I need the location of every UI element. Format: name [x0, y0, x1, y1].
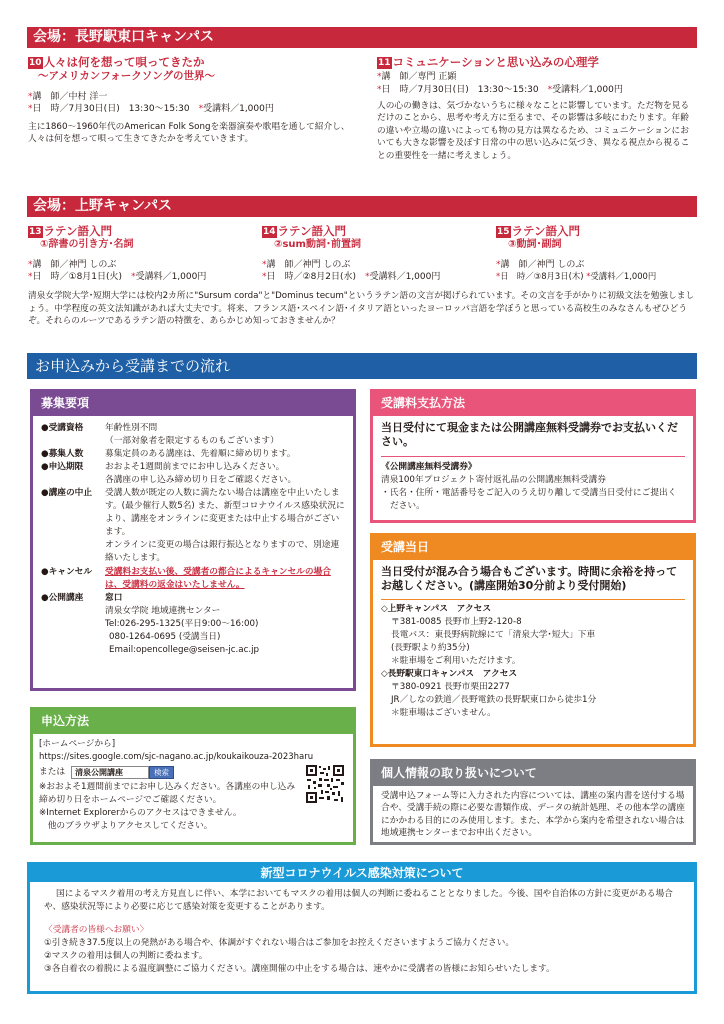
- course-13-subtitle: ①辞書の引き方･名詞: [40, 239, 134, 251]
- course-11-title: 11 コミュニケーションと思い込みの心理学: [378, 55, 599, 69]
- course-10-desc: 主に1860～1960年代のAmerican Folk Songを楽器演奏や歌唱を通して紹介し、人々は何を想って唄って生きてきたかを考えていきます。: [28, 121, 350, 145]
- covid-item: ①引き続き37.5度以上の発熱がある場合や、体調がすぐれない場合はご参加をお控えくださいますようご協力ください。: [44, 938, 515, 949]
- nagano-walk: JR／しなの鉄道／長野電鉄の長野駅東口から徒歩1分: [391, 694, 597, 705]
- course-10-lecturer: *講 師／中村 洋一: [28, 92, 108, 103]
- course-15-subtitle: ③動詞･副詞: [508, 239, 562, 251]
- course-15-lecturer: *講 師／神門 しのぶ: [496, 259, 585, 270]
- apply-note-1: ※おおよそ1週間前までにお申し込みください。各講座の申し込み締め切り日をホームページでご確認ください。: [39, 781, 296, 805]
- apply-title: 申込方法: [33, 710, 353, 734]
- recruit-contact: ●公開講座 窓口 清泉女学院 地域連携センター Tel:026-295-1325(平日9:00～16:00) 080-1264-0695 (受講当日) Email:opencollege@seisen-jc.ac.jp: [41, 592, 345, 657]
- covid-item: ③各自着衣の着脱による温度調整にご協力ください。講座開催の中止をする場合は、速やかに受講者の皆様にお知らせいたします。: [44, 964, 555, 975]
- course-10: [28, 55, 353, 146]
- ueno-time: (長野駅より約35分): [391, 642, 470, 653]
- flow-header: お申込みから受講までの流れ: [27, 353, 697, 379]
- ueno-parking: ＊駐車場をご利用いただけます。: [391, 655, 521, 666]
- covid-request-title: 〈受講者の皆様へお願い〉: [44, 925, 149, 936]
- course-10-date: *日 時／7月30日(日) 13:30～15:30 *受講料／1,000円: [28, 104, 274, 115]
- course-15-title: 15 ラテン語入門: [497, 224, 580, 238]
- course-11: [377, 55, 697, 163]
- contact-tel[interactable]: Tel:026-295-1325(平日9:00～16:00): [105, 618, 259, 629]
- recruit-row: ●募集人数 募集定員のある講座は、先着順に締め切ります。: [41, 449, 296, 460]
- payment-lead: 当日受付にて現金または公開講座無料受講券でお支払いください。: [381, 421, 678, 449]
- qr-code-icon[interactable]: [305, 764, 345, 804]
- course-13-title: 13 ラテン語入門: [29, 224, 112, 238]
- course-13-date: *日 時／①8月1日(火) *受講料／1,000円: [28, 271, 207, 282]
- contact-email-link[interactable]: Email:opencollege@seisen-jc.ac.jp: [109, 644, 260, 655]
- privacy-text: 受講申込フォーム等に入力された内容については、講座の案内書を送付する場合や、受講手続の際に必要な書類作成、データの統計処理、その他本学の講座にかかわる目的にのみ使用します。また、本学から案内を希望されない場合は地域連携センターまでお申出ください。: [381, 791, 685, 839]
- apply-url-link[interactable]: https://sites.google.com/sjc-nagano.ac.jp/koukaikouza-2023haru: [39, 752, 314, 763]
- covid-intro: 国によるマスク着用の考え方見直しに伴い、本学においてもマスクの着用は個人の判断に委ねることとなりました。今後、国や自治体の方針に変更がある場合や、感染状況等により必要に応じて感染対策を変更することがあります。: [44, 889, 673, 913]
- apply-hp-label: [ホームページから]: [39, 739, 116, 749]
- ticket-title: 《公開講座無料受講券》: [381, 461, 477, 472]
- apply-note-2: ※Internet Explorerからのアクセスはできません。 他のブラウザよりアクセスしてください。: [39, 807, 242, 831]
- covid-item: ②マスクの着用は個人の判断に委ねます。: [44, 951, 208, 962]
- apply-box: [30, 707, 356, 845]
- ueno-desc: 清泉女学院大学･短期大学には校内2カ所に"Sursum corda"と"Dominus tecum"というラテン語の文言が掲げられています。その文言を手がかりに初級文法を勉強しましょう。中学程度の英文法知識があれば大丈夫です。将来、フランス語･スペイン語･イタリア語といったヨーロッパ言語を学ぼうと思っている高校生のみなさんもぜひどうぞ。それらのルーツであるラテン語の特徴を、あらかじめ知っておきませんか？: [28, 291, 695, 327]
- day-box: [370, 533, 696, 747]
- course-11-date: *日 時／7月30日(日) 13:30～15:30 *受講料／1,000円: [377, 84, 623, 95]
- ticket-line-2: ・氏名・住所・電話番号をご記入のうえ切り離して受講当日受付にご提出ください。: [381, 487, 677, 511]
- contact-tel-2[interactable]: 080-1264-0695 (受講当日): [109, 631, 221, 642]
- payment-title: 受講料支払方法: [373, 392, 693, 416]
- covid-box: [27, 862, 697, 994]
- course-14-lecturer: *講 師／神門 しのぶ: [262, 259, 351, 270]
- course-14-subtitle: ②sum動詞･前置詞: [274, 239, 361, 251]
- day-lead: 当日受付が混み合う場合もございます。時間に余裕を持ってお越しください。(講座開始30分前より受付開始): [381, 565, 678, 593]
- recruit-row: ●講座の中止 受講人数が既定の人数に満たない場合は講座を中止いたします。(最少催行人数5名) また、新型コロナウイルス感染状況により、講座をオンラインに変更または中止する場合がございます。 オンラインに変更の場合は銀行振込となりますので、別途連絡いたします。: [41, 488, 345, 564]
- recruit-box: [30, 389, 356, 691]
- ticket-line-1: 清泉100年プロジェクト寄付返礼品の公開講座無料受講券: [381, 474, 606, 485]
- course-14: [262, 224, 482, 283]
- recruit-row: ●申込期限 おおよそ1週間前までにお申し込みください。 各講座の申し込み締め切り日をご確認ください。: [41, 462, 297, 486]
- privacy-title: 個人情報の取り扱いについて: [373, 762, 693, 786]
- recruit-title: 募集要項: [33, 392, 353, 416]
- nagano-access-title: ◇長野駅東口キャンパス アクセス: [381, 668, 518, 679]
- payment-box: [370, 389, 696, 523]
- ueno-access-title: ◇上野キャンパス アクセス: [381, 603, 492, 614]
- course-10-title: 10 人々は何を想って唄ってきたか: [29, 55, 205, 69]
- ueno-bus: 長電バス：東長野病院線にて「清泉大学･短大」下車: [391, 629, 596, 640]
- course-14-title: 14 ラテン語入門: [263, 224, 346, 238]
- covid-title: 新型コロナウイルス感染対策について: [30, 865, 694, 882]
- course-14-date: *日 時／②8月2日(水) *受講料／1,000円: [262, 271, 441, 282]
- apply-search-row: または 清泉公開講座 検索: [39, 766, 347, 779]
- day-title: 受講当日: [373, 536, 693, 560]
- search-button[interactable]: 検索: [149, 766, 174, 779]
- course-15: [496, 224, 702, 282]
- course-11-desc: 人の心の働きは、気づかないうちに様々なことに影響しています。ただ物を見るだけのことから、思考や考え方に至るまで、その影響は多岐にわたります。年齢の違いや立場の違いによっても物の見方は異なるため、コミュニケーションにおいても大きな影響を及ぼす日常の中の思い込みに気づき、異なる視点から視ることの重要性を一緒に考えましょう。: [377, 100, 690, 162]
- search-input[interactable]: 清泉公開講座: [71, 766, 149, 779]
- section-header-ueno: 会場：上野キャンパス: [27, 196, 697, 217]
- recruit-row: ●受講資格 年齢性別不問 （一部対象者を限定するものもございます）: [41, 423, 279, 447]
- course-10-subtitle: ～アメリカンフォークソングの世界～: [38, 70, 216, 83]
- nagano-address: 〒380-0921 長野市栗田2277: [391, 681, 510, 692]
- nagano-parking: ＊駐車場はございません。: [391, 707, 496, 718]
- ueno-address: 〒381-0085 長野市上野2-120-8: [391, 616, 522, 627]
- course-15-date: *日 時／③8月3日(木) *受講料／1,000円: [496, 270, 657, 281]
- recruit-cancel: ●キャンセル 受講料お支払い後、受講者の都合によるキャンセルの場合は、受講料の返金はいたしません。: [41, 566, 331, 590]
- course-13-lecturer: *講 師／神門 しのぶ: [28, 259, 117, 270]
- course-11-lecturer: *講 師／専門 正顕: [377, 72, 457, 83]
- course-13: [28, 224, 248, 283]
- section-header-nagano: 会場：長野駅東口キャンパス: [27, 27, 697, 48]
- privacy-box: [370, 759, 696, 845]
